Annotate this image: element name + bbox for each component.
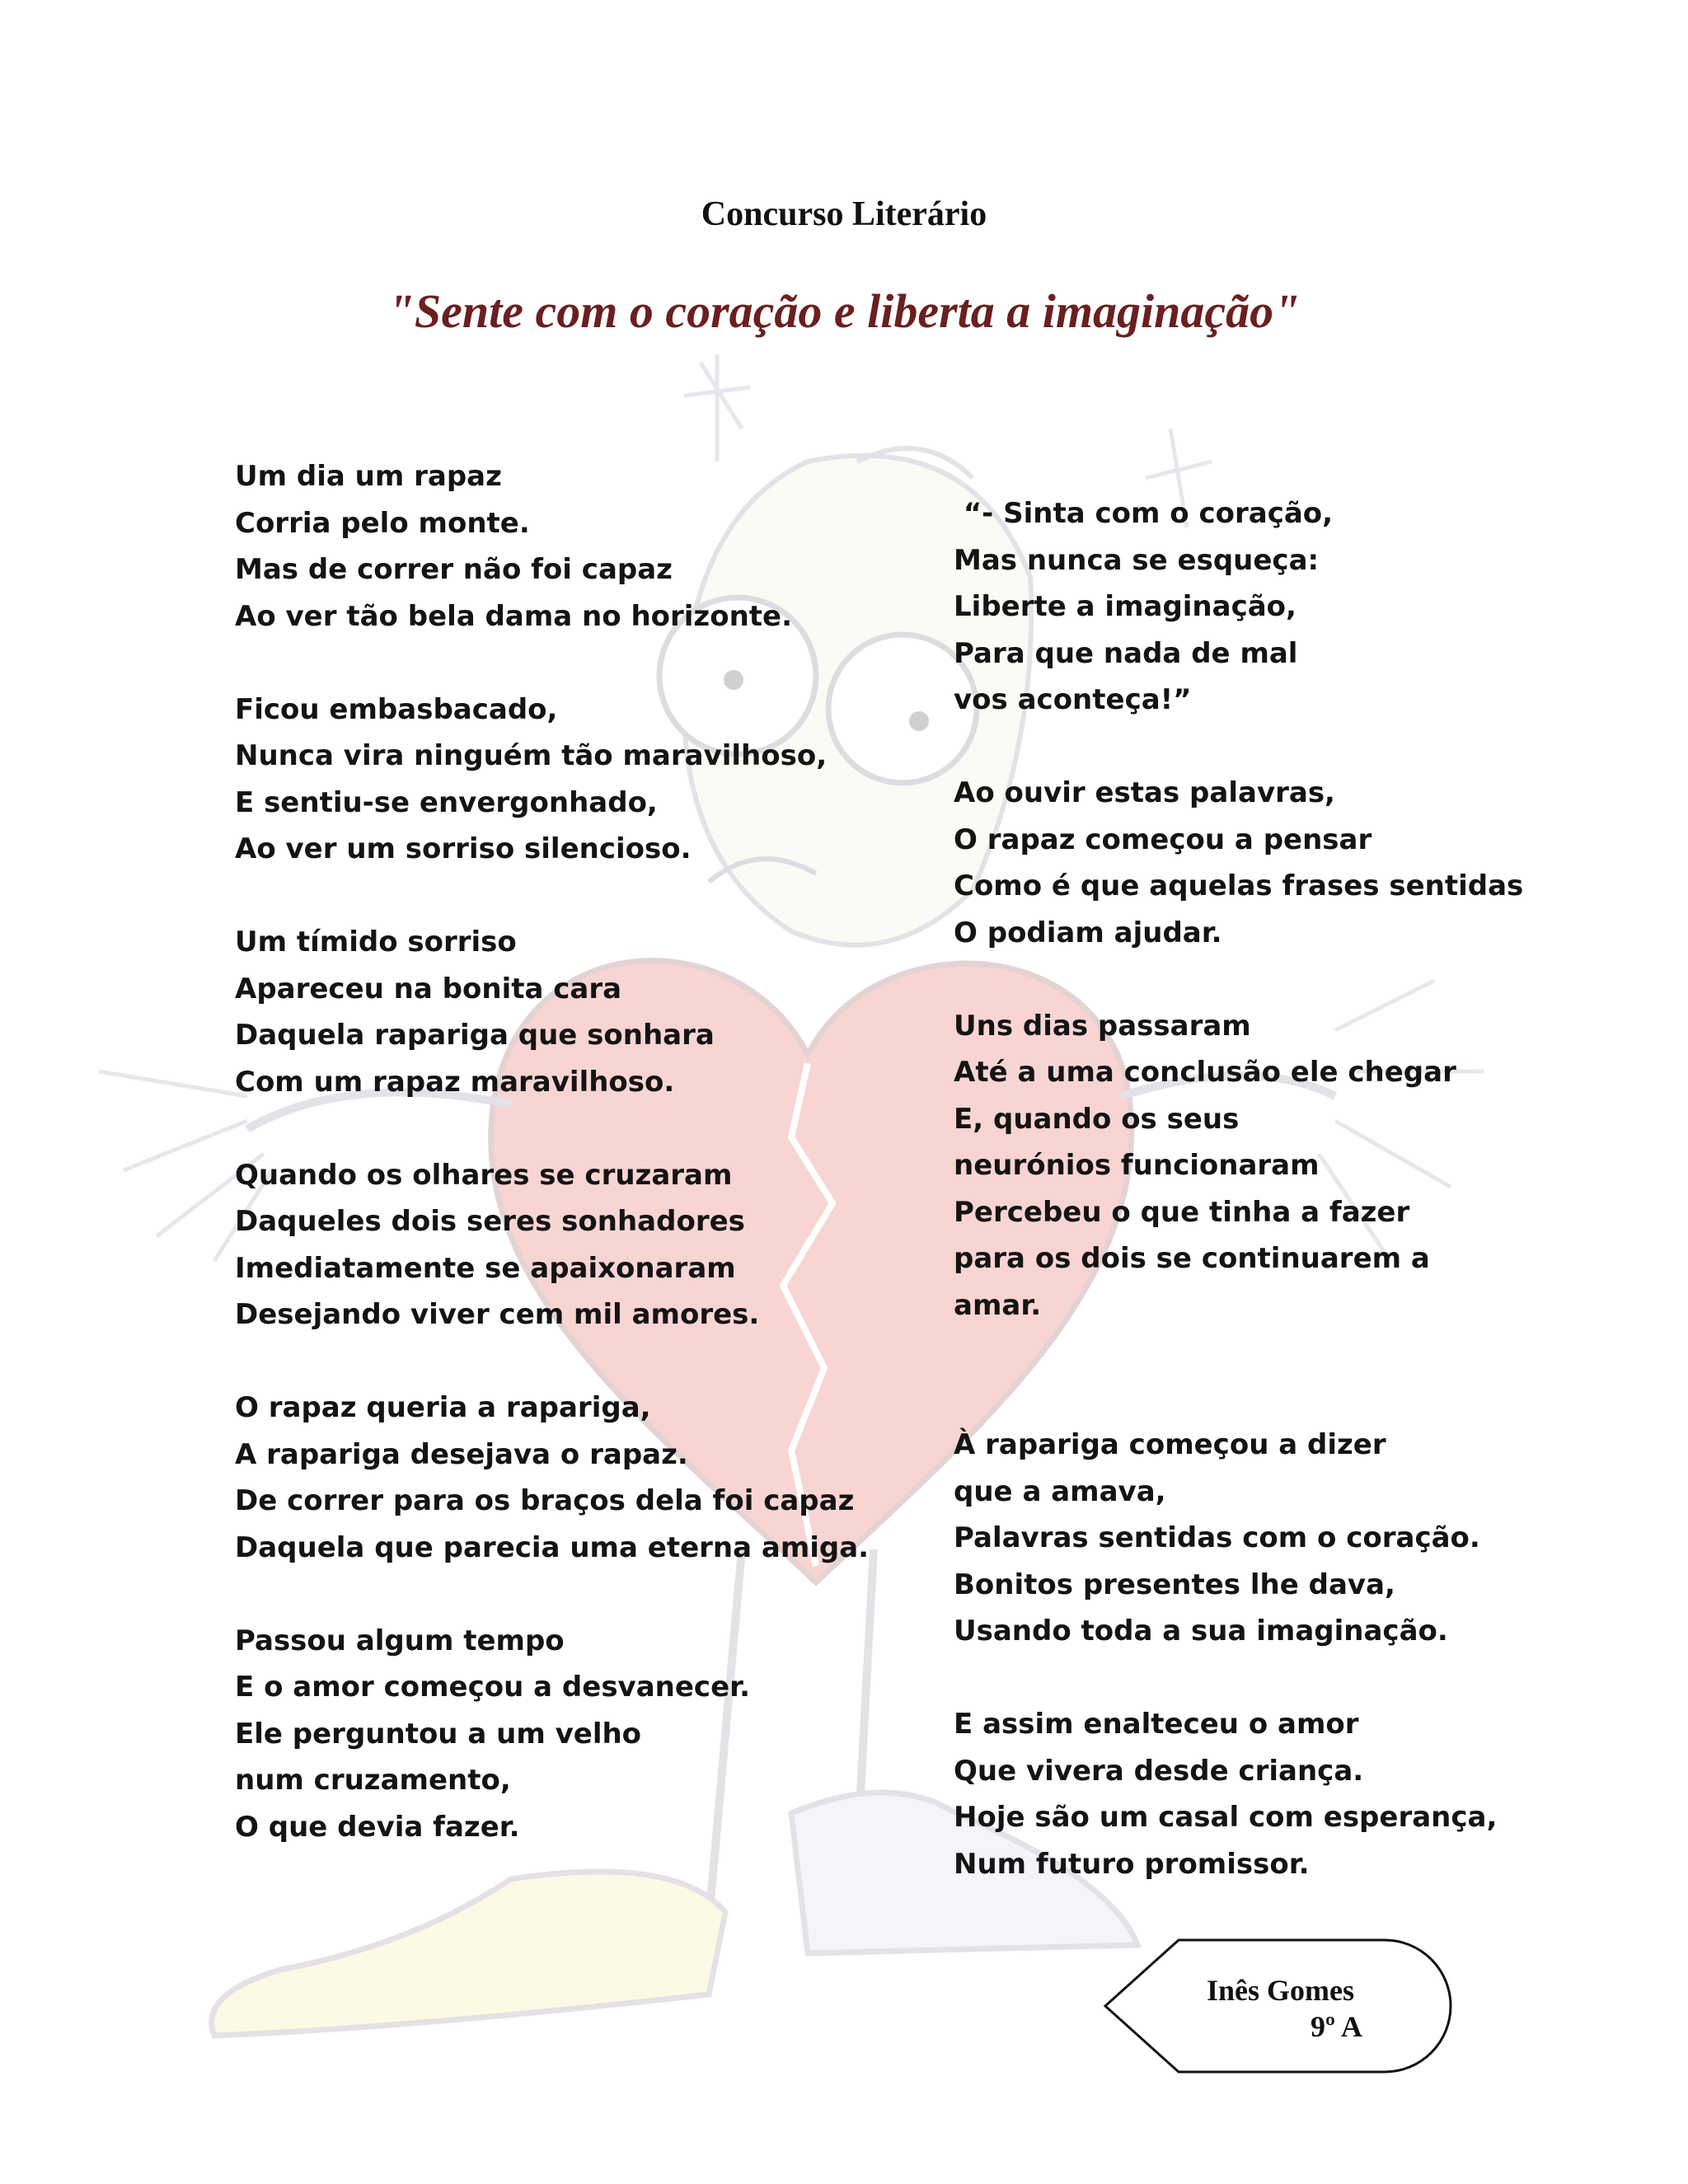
poem-line: Que vivera desde criança. bbox=[954, 1754, 1364, 1788]
poem-line: Imediatamente se apaixonaram bbox=[235, 1251, 736, 1285]
poem-line: Hoje são um casal com esperança, bbox=[954, 1801, 1498, 1834]
poem-line: Uns dias passaram bbox=[954, 1009, 1251, 1043]
stanza bbox=[954, 1701, 1498, 1887]
poem-line: Palavras sentidas com o coração. bbox=[954, 1521, 1480, 1554]
stanza bbox=[235, 919, 845, 1105]
poem-line: E o amor começou a desvanecer. bbox=[235, 1671, 750, 1704]
poem-line: E assim enalteceu o amor bbox=[954, 1708, 1359, 1741]
poem-line: A rapariga desejava o rapaz. bbox=[235, 1437, 688, 1471]
poem-line: O podiam ajudar. bbox=[954, 916, 1222, 949]
poem-line: Até a uma conclusão ele chegar bbox=[954, 1056, 1456, 1089]
poem-line: Ele perguntou a um velho num cruzamento, bbox=[235, 1717, 642, 1797]
poem-line: E, quando os seus neurónios funcionaram bbox=[954, 1102, 1320, 1182]
poem-line: Apareceu na bonita cara bbox=[235, 972, 622, 1005]
poem-line: Mas nunca se esqueça: bbox=[954, 543, 1320, 577]
stanza bbox=[235, 1618, 845, 1851]
poem-line: À rapariga começou a dizer que a amava, bbox=[954, 1428, 1386, 1508]
stanza bbox=[954, 1003, 1481, 1329]
poem-line: O rapaz queria a rapariga, bbox=[235, 1391, 651, 1424]
contest-title: Concurso Literário bbox=[701, 195, 987, 233]
poem-line: Para que nada de mal vos aconteça!” bbox=[954, 636, 1298, 716]
poem-left-column bbox=[235, 453, 870, 1897]
poem-line: Mas de correr não foi capaz bbox=[235, 553, 673, 586]
poem-line: Daqueles dois seres sonhadores bbox=[235, 1205, 745, 1238]
poem-line: Desejando viver cem mil amores. bbox=[235, 1298, 760, 1331]
poem-line: O que devia fazer. bbox=[235, 1810, 520, 1844]
poem-line: O rapaz começou a pensar bbox=[954, 823, 1372, 856]
poem-line: Corria pelo monte. bbox=[235, 506, 530, 540]
stanza bbox=[235, 687, 845, 873]
poem-line: Ao ver um sorriso silencioso. bbox=[235, 832, 692, 865]
poem-line: Com um rapaz maravilhoso. bbox=[235, 1065, 675, 1099]
poem-line: E sentiu-se envergonhado, bbox=[235, 785, 658, 819]
stanza bbox=[954, 1422, 1481, 1655]
stanza bbox=[954, 490, 1481, 724]
poem-line: Passou algum tempo bbox=[235, 1624, 565, 1657]
stanza bbox=[235, 1152, 845, 1338]
stanza bbox=[235, 1385, 870, 1571]
poem-line: Ficou embasbacado, bbox=[235, 692, 558, 726]
poem-line: Liberte a imaginação, bbox=[954, 590, 1296, 623]
poem-line: “- Sinta com o coração, bbox=[954, 497, 1334, 530]
poem-line: Um tímido sorriso bbox=[235, 926, 517, 958]
author-class: 9º A bbox=[1311, 2010, 1362, 2043]
poem-line: Nunca vira ninguém tão maravilhoso, bbox=[235, 739, 828, 772]
poem-line: Daquela rapariga que sonhara bbox=[235, 1019, 715, 1052]
poem-line: Um dia um rapaz bbox=[235, 460, 502, 493]
poem-right-column bbox=[954, 490, 1524, 1934]
stanza bbox=[235, 453, 845, 640]
poem-line: Percebeu o que tinha a fazer para os dois se continuarem a amar. bbox=[954, 1195, 1430, 1322]
poem-line: Como é que aquelas frases sentidas bbox=[954, 869, 1524, 902]
poem-line: Ao ver tão bela dama no horizonte. bbox=[235, 599, 793, 633]
poem-line: Ao ouvir estas palavras, bbox=[954, 776, 1335, 809]
author-name: Inês Gomes bbox=[1207, 1974, 1354, 2007]
poem-line: Num futuro promissor. bbox=[954, 1847, 1310, 1881]
poem-line: Daquela que parecia uma eterna amiga. bbox=[235, 1530, 870, 1564]
theme-title: "Sente com o coração e liberta a imaginação" bbox=[387, 284, 1301, 338]
poem-line: Quando os olhares se cruzaram bbox=[235, 1158, 733, 1192]
poem-line: Bonitos presentes lhe dava, bbox=[954, 1568, 1395, 1601]
poem-line: De correr para os braços dela foi capaz bbox=[235, 1484, 855, 1517]
poem-line: Usando toda a sua imaginação. bbox=[954, 1615, 1448, 1647]
stanza bbox=[954, 770, 1524, 956]
